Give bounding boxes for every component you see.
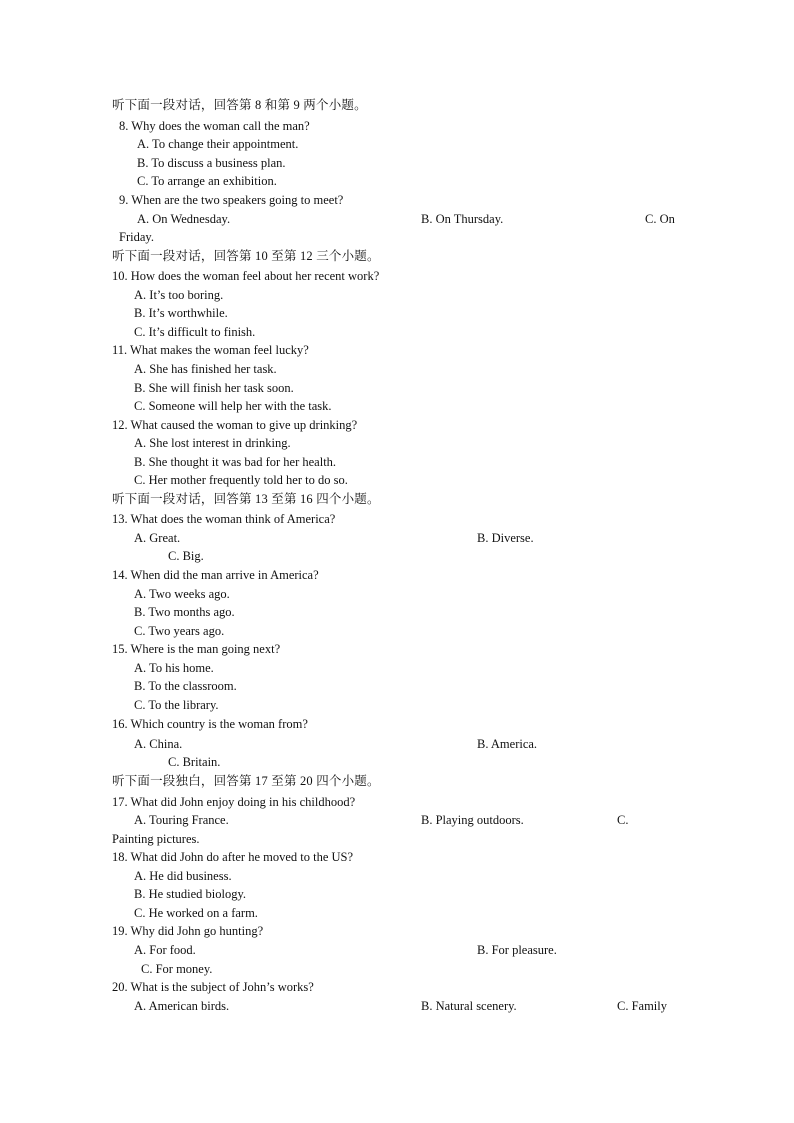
- option-a: A. She lost interest in drinking.: [134, 436, 291, 450]
- option-b: B. To discuss a business plan.: [137, 156, 286, 170]
- question-stem: 14. When did the man arrive in America?: [112, 568, 319, 582]
- question-stem: 10. How does the woman feel about her recent work?: [112, 269, 380, 283]
- option-b: B. America.: [477, 737, 538, 751]
- option-b: B. Playing outdoors.: [421, 813, 524, 827]
- option-b: B. Natural scenery.: [421, 999, 517, 1013]
- option-a: A. On Wednesday.: [137, 212, 231, 226]
- option-b: B. He studied biology.: [134, 887, 247, 901]
- option-c: C. It’s difficult to finish.: [134, 325, 256, 339]
- option-a: A. To his home.: [134, 661, 214, 675]
- option-b: B. To the classroom.: [134, 679, 237, 693]
- question-stem: 19. Why did John go hunting?: [112, 924, 264, 938]
- option-c: C. Two years ago.: [134, 624, 225, 638]
- option-b: B. Diverse.: [477, 531, 534, 545]
- question-stem: 11. What makes the woman feel lucky?: [112, 343, 309, 357]
- option-c-continued: Painting pictures.: [112, 832, 200, 846]
- question-stem: 12. What caused the woman to give up drinking?: [112, 418, 358, 432]
- option-a: A. Great.: [134, 531, 181, 545]
- option-a: A. She has finished her task.: [134, 362, 277, 376]
- question-stem: 9. When are the two speakers going to meet?: [119, 193, 344, 207]
- option-c: C. For money.: [141, 962, 213, 976]
- question-stem: 16. Which country is the woman from?: [112, 717, 308, 731]
- option-c: C. Her mother frequently told her to do so.: [134, 473, 348, 487]
- option-b: B. On Thursday.: [421, 212, 504, 226]
- option-c: C. Britain.: [168, 755, 221, 769]
- question-stem: 8. Why does the woman call the man?: [119, 119, 310, 133]
- section-heading: 听下面一段对话，回答第 8 和第 9 两个小题。: [112, 98, 367, 112]
- option-b: B. She will finish her task soon.: [134, 381, 294, 395]
- section-heading: 听下面一段对话，回答第 13 至第 16 四个小题。: [112, 492, 380, 506]
- option-a: A. He did business.: [134, 869, 232, 883]
- option-a: A. To change their appointment.: [137, 137, 299, 151]
- question-stem: 17. What did John enjoy doing in his childhood?: [112, 795, 356, 809]
- option-b: B. It’s worthwhile.: [134, 306, 228, 320]
- question-stem: 13. What does the woman think of America?: [112, 512, 336, 526]
- option-c: C. To the library.: [134, 698, 219, 712]
- option-a: A. Two weeks ago.: [134, 587, 230, 601]
- question-stem: 20. What is the subject of John’s works?: [112, 980, 314, 994]
- option-c: C. Big.: [168, 549, 204, 563]
- question-stem: 18. What did John do after he moved to the US?: [112, 850, 354, 864]
- option-c: C. On: [645, 212, 675, 226]
- option-b: B. She thought it was bad for her health.: [134, 455, 337, 469]
- option-c: C.: [617, 813, 629, 827]
- option-a: A. For food.: [134, 943, 196, 957]
- option-c: C. Family: [617, 999, 668, 1013]
- option-c: C. He worked on a farm.: [134, 906, 258, 920]
- option-c-continued: Friday.: [119, 230, 154, 244]
- section-heading: 听下面一段对话，回答第 10 至第 12 三个小题。: [112, 249, 380, 263]
- option-a: A. It’s too boring.: [134, 288, 224, 302]
- option-a: A. China.: [134, 737, 183, 751]
- option-c: C. Someone will help her with the task.: [134, 399, 332, 413]
- question-stem: 15. Where is the man going next?: [112, 642, 281, 656]
- section-heading: 听下面一段独白，回答第 17 至第 20 四个小题。: [112, 774, 380, 788]
- option-b: B. Two months ago.: [134, 605, 235, 619]
- option-a: A. Touring France.: [134, 813, 229, 827]
- option-a: A. American birds.: [134, 999, 230, 1013]
- option-c: C. To arrange an exhibition.: [137, 174, 277, 188]
- option-b: B. For pleasure.: [477, 943, 557, 957]
